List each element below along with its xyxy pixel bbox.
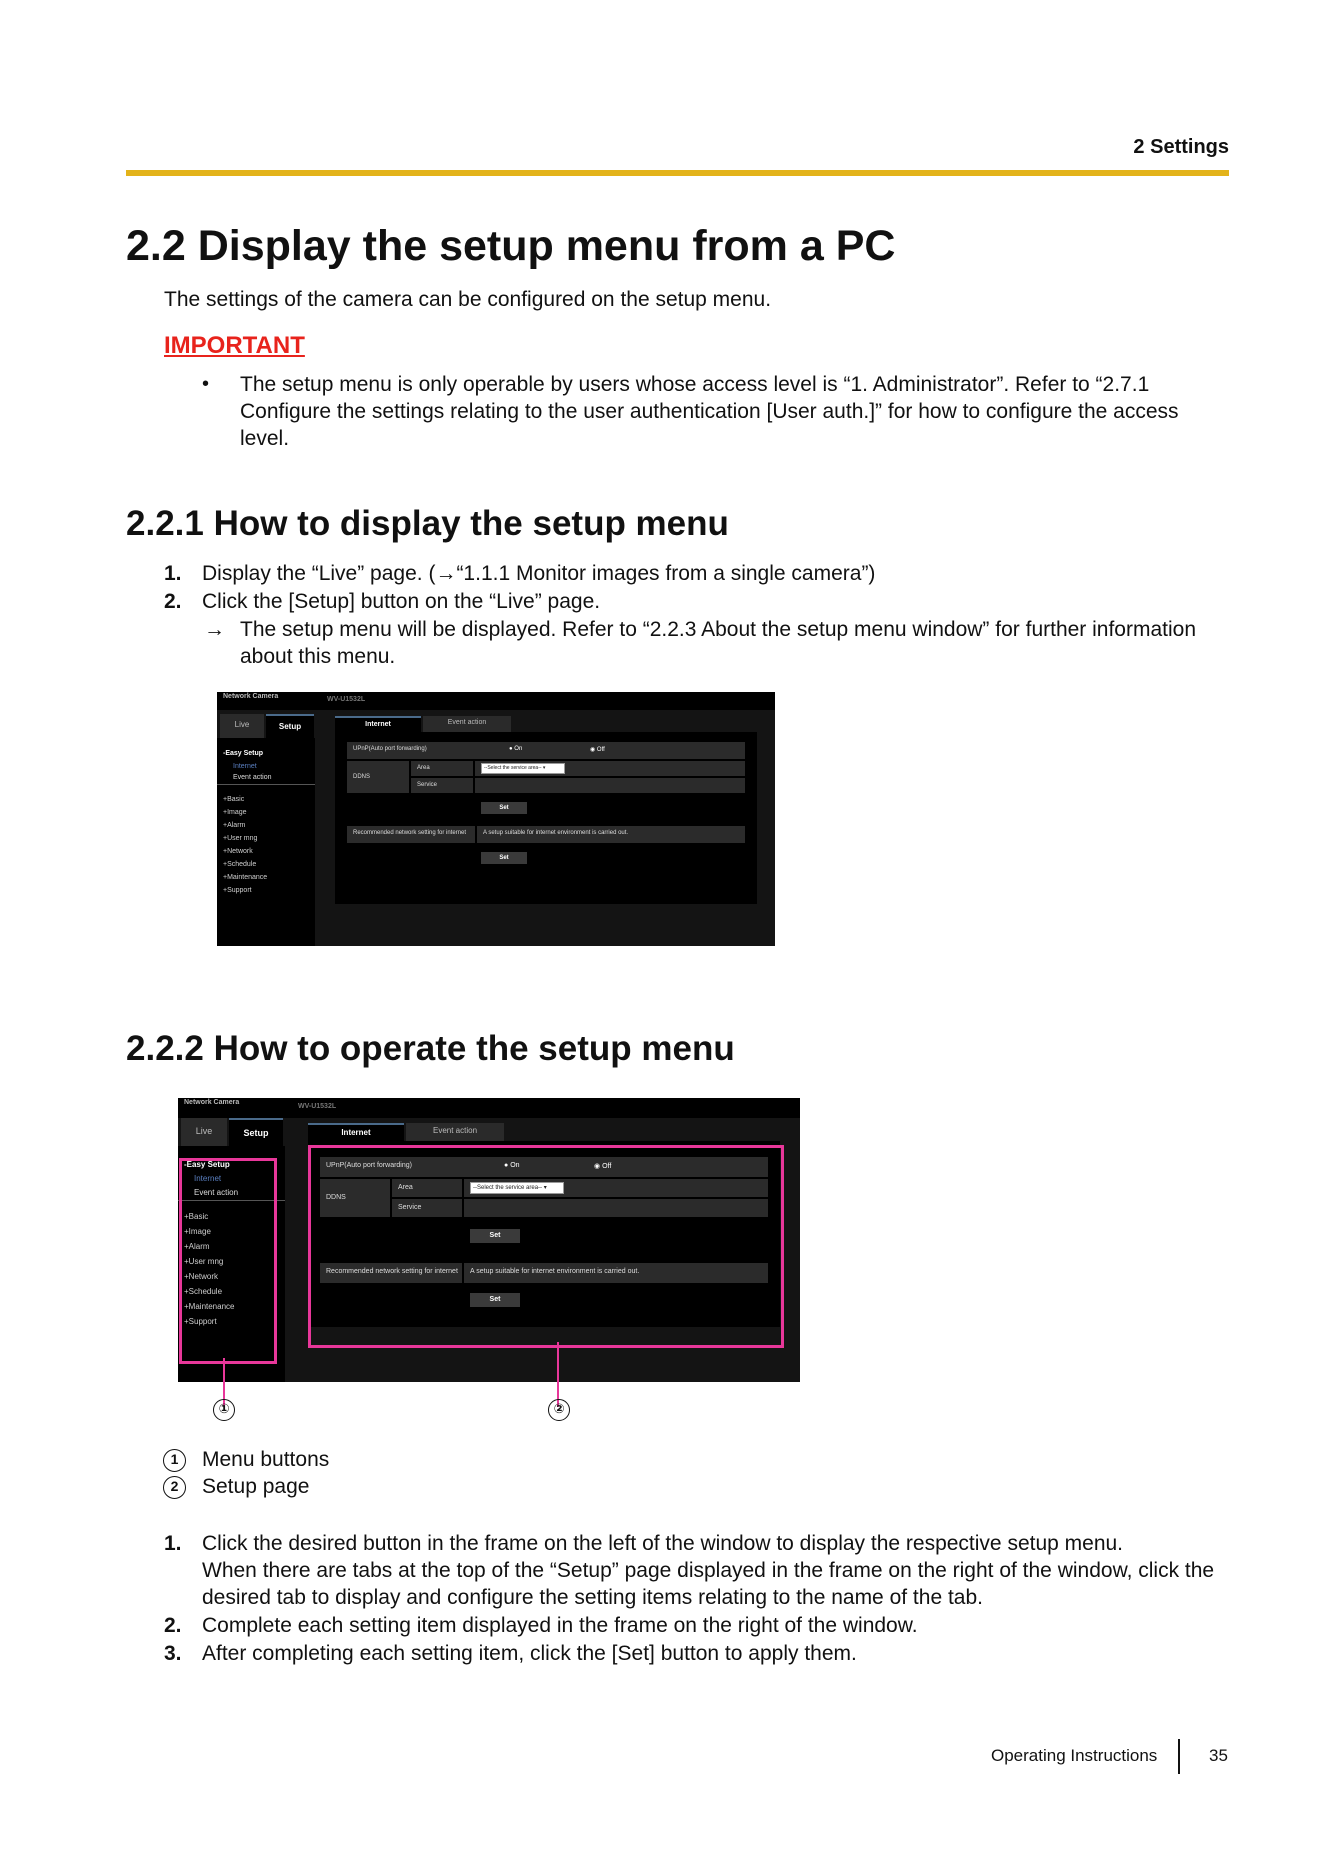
menu-event-action[interactable]: Event action [194,1188,239,1197]
upnp-off-radio[interactable]: ◉ Off [590,747,605,753]
service-label: Service [417,782,438,788]
intro-text: The settings of the camera can be configured on the setup menu. [164,288,772,311]
area-label: Area [417,765,430,771]
app-title: Network Camera [184,1099,240,1106]
radio-on-label: On [510,1162,520,1169]
legend-menu-buttons: Menu buttons [202,1448,330,1471]
important-text: The setup menu is only operable by users whose access level is “1. Administrator”. Refer to “2.7.1 Configure the settings relating to the user authentication [User auth.]” for how to configure the access level. [240,373,1179,450]
step-text: When there are tabs at the top of the “Setup” page displayed in the frame on the right of the window, click the desired tab to display and configure the setting items relating to the name of the tab. [202,1559,1215,1609]
tab-live[interactable]: Live [181,1118,227,1146]
ddns-label: DDNS [353,774,371,780]
upnp-label: UPnP(Auto port forwarding) [353,746,427,752]
callout-leader-2 [557,1342,559,1407]
menu-image[interactable]: +Image [223,809,247,816]
menu-alarm[interactable]: +Alarm [223,822,246,829]
section-heading-222: 2.2.2 How to operate the setup menu [126,1029,735,1068]
legend-setup-page: Setup page [202,1475,310,1498]
callout-2: ② [548,1399,570,1421]
callout-1: ① [213,1399,235,1421]
menu-network[interactable]: +Network [184,1272,219,1281]
running-header: 2 Settings [1133,136,1229,158]
menu-alarm[interactable]: +Alarm [184,1242,210,1251]
radio-on-label: On [514,746,523,752]
set-button[interactable]: Set [470,1229,520,1243]
set-button[interactable]: Set [481,852,527,864]
tab-internet[interactable]: Internet [308,1123,404,1141]
area-select-value: --Select the service area-- [484,765,542,771]
menu-schedule[interactable]: +Schedule [223,861,257,868]
set-button[interactable]: Set [481,802,527,814]
result-arrow-icon: → [204,618,225,641]
step-text: Complete each setting item displayed in the frame on the right of the window. [202,1614,918,1637]
tab-live[interactable]: Live [220,714,264,738]
footer-doc-title: Operating Instructions [991,1746,1158,1765]
recommended-text: A setup suitable for internet environment is carried out. [483,830,629,836]
step-number: 3. [164,1642,182,1665]
setup-page-frame [308,1145,784,1348]
menu-image[interactable]: +Image [184,1227,211,1236]
upnp-label: UPnP(Auto port forwarding) [326,1162,412,1169]
area-label: Area [398,1184,413,1191]
important-label: IMPORTANT [164,332,305,359]
recommended-text: A setup suitable for internet environment is carried out. [470,1268,640,1275]
menu-internet[interactable]: Internet [194,1174,222,1183]
menu-easy-setup[interactable]: -Easy Setup [223,750,264,757]
menu-buttons-panel [217,738,315,946]
result-text: The setup menu will be displayed. Refer to “2.2.3 About the setup menu window” for further information about this menu. [240,618,1197,668]
tab-internet[interactable]: Internet [335,716,421,732]
step-number: 2. [164,1614,182,1637]
menu-network[interactable]: +Network [223,848,253,855]
menu-schedule[interactable]: +Schedule [184,1287,223,1296]
header-rule [126,170,1229,176]
step-number: 2. [164,590,182,613]
footer-divider [1178,1739,1180,1774]
legend-mark-2: 2 [163,1476,186,1499]
menu-basic[interactable]: +Basic [223,796,245,803]
step-text: Display the “Live” page. (→“1.1.1 Monitor images from a single camera”) [202,562,876,585]
menu-user-mng[interactable]: +User mng [223,835,258,842]
model-name: WV-U1532L [327,696,366,703]
step-number: 1. [164,1532,182,1555]
setup-page [335,732,757,904]
tab-event-action[interactable]: Event action [423,716,511,732]
area-select-value: --Select the service area-- [473,1185,543,1191]
recommended-label: Recommended network setting for internet [353,830,467,836]
tab-setup[interactable]: Setup [229,1118,283,1146]
ddns-label: DDNS [326,1194,346,1201]
legend-mark-1: 1 [163,1449,186,1472]
area-select[interactable]: --Select the service area-- ▾ [481,763,565,774]
recommended-label: Recommended network setting for internet [326,1268,458,1275]
menu-support[interactable]: +Support [184,1317,217,1326]
menu-maintenance[interactable]: +Maintenance [223,874,268,881]
menu-maintenance[interactable]: +Maintenance [184,1302,235,1311]
app-title: Network Camera [223,693,279,700]
menu-buttons-frame [179,1158,277,1364]
menu-user-mng[interactable]: +User mng [184,1257,224,1266]
menu-divider [217,784,315,785]
upnp-on-radio[interactable]: ● On [509,746,523,752]
page-number: 35 [1209,1746,1228,1765]
set-button[interactable]: Set [470,1293,520,1307]
radio-off-label: Off [596,747,605,753]
tab-event-action[interactable]: Event action [406,1123,504,1141]
step-text: Click the desired button in the frame on the left of the window to display the respective setup menu. [202,1532,1124,1555]
menu-basic[interactable]: +Basic [184,1212,209,1221]
page-title: 2.2 Display the setup menu from a PC [126,222,896,270]
upnp-on-radio[interactable]: ● On [504,1162,520,1169]
service-value-cell [475,778,745,793]
setup-menu-screenshot [217,692,775,946]
menu-internet[interactable]: Internet [233,763,257,770]
section-heading-221: 2.2.1 How to display the setup menu [126,504,729,543]
bullet-icon: • [202,373,210,395]
camera-title-bar [217,692,775,710]
service-label: Service [398,1204,422,1211]
menu-support[interactable]: +Support [223,887,252,894]
tab-setup[interactable]: Setup [266,714,314,738]
menu-easy-setup[interactable]: -Easy Setup [184,1160,230,1169]
model-name: WV-U1532L [298,1103,337,1110]
area-select[interactable]: --Select the service area-- ▾ [470,1182,564,1194]
menu-event-action[interactable]: Event action [233,774,272,781]
camera-title-bar [178,1098,800,1118]
step-number: 1. [164,562,182,585]
step-text: Click the [Setup] button on the “Live” page. [202,590,601,613]
upnp-off-radio[interactable]: ◉ Off [594,1163,612,1170]
radio-off-label: Off [602,1163,612,1170]
step-text: After completing each setting item, click the [Set] button to apply them. [202,1642,857,1665]
